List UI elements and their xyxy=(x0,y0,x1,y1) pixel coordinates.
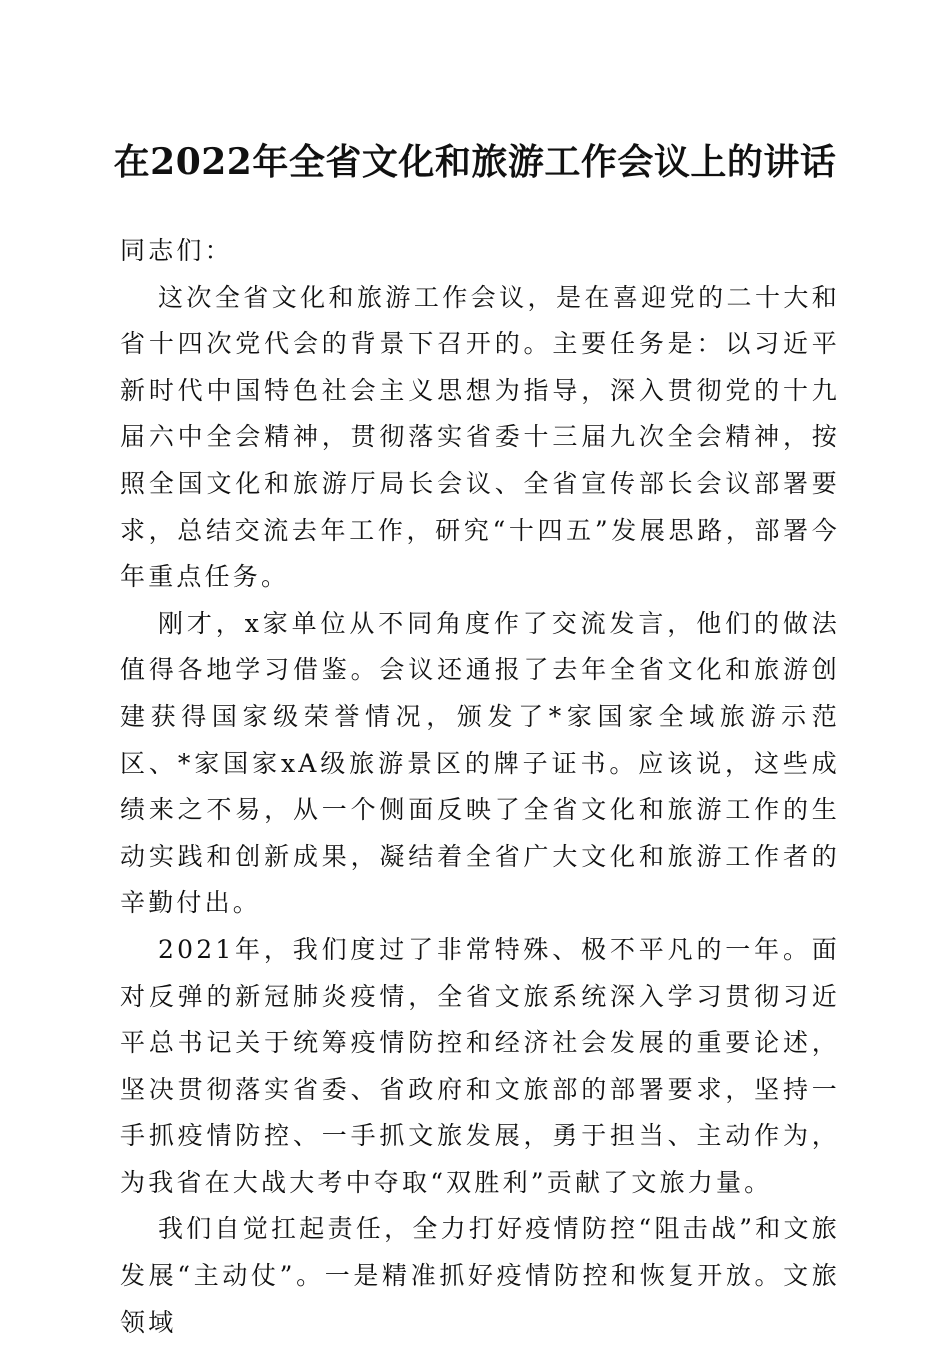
paragraph-3: 2021年，我们度过了非常特殊、极不平凡的一年。面对反弹的新冠肺炎疫情，全省文旅系统深入学习贯彻习近平总书记关于统筹疫情防控和经济社会发展的重要论述，坚决贯彻落实省委、省政府和文旅部的部署要求，坚持一手抓疫情防控、一手抓文旅发展，勇于担当、主动作为，为我省在大战大考中夺取“双胜利”贡献了文旅力量。 xyxy=(120,934,840,1197)
salutation: 同志们： xyxy=(120,236,233,265)
document-title: 在2022年全省文化和旅游工作会议上的讲话 xyxy=(113,141,837,183)
paragraph-4: 我们自觉扛起责任，全力打好疫情防控“阻击战”和文旅发展“主动仗”。一是精准抓好疫情防控和恢复开放。文旅领域 xyxy=(120,1214,840,1337)
document-body xyxy=(120,228,840,1346)
paragraph-2: 刚才，x家单位从不同角度作了交流发言，他们的做法值得各地学习借鉴。会议还通报了去年全省文化和旅游创建获得国家级荣誉情况，颁发了*家国家全域旅游示范区、*家国家xA级旅游景区的牌子证书。应该说，这些成绩来之不易，从一个侧面反映了全省文化和旅游工作的生动实践和创新成果，凝结着全省广大文化和旅游工作者的辛勤付出。 xyxy=(120,608,840,918)
paragraph-1: 这次全省文化和旅游工作会议，是在喜迎党的二十大和省十四次党代会的背景下召开的。主要任务是：以习近平新时代中国特色社会主义思想为指导，深入贯彻党的十九届六中全会精神，贯彻落实省委十三届九次全会精神，按照全国文化和旅游厅局长会议、全省宣传部长会议部署要求，总结交流去年工作，研究“十四五”发展思路，部署今年重点任务。 xyxy=(120,282,840,592)
